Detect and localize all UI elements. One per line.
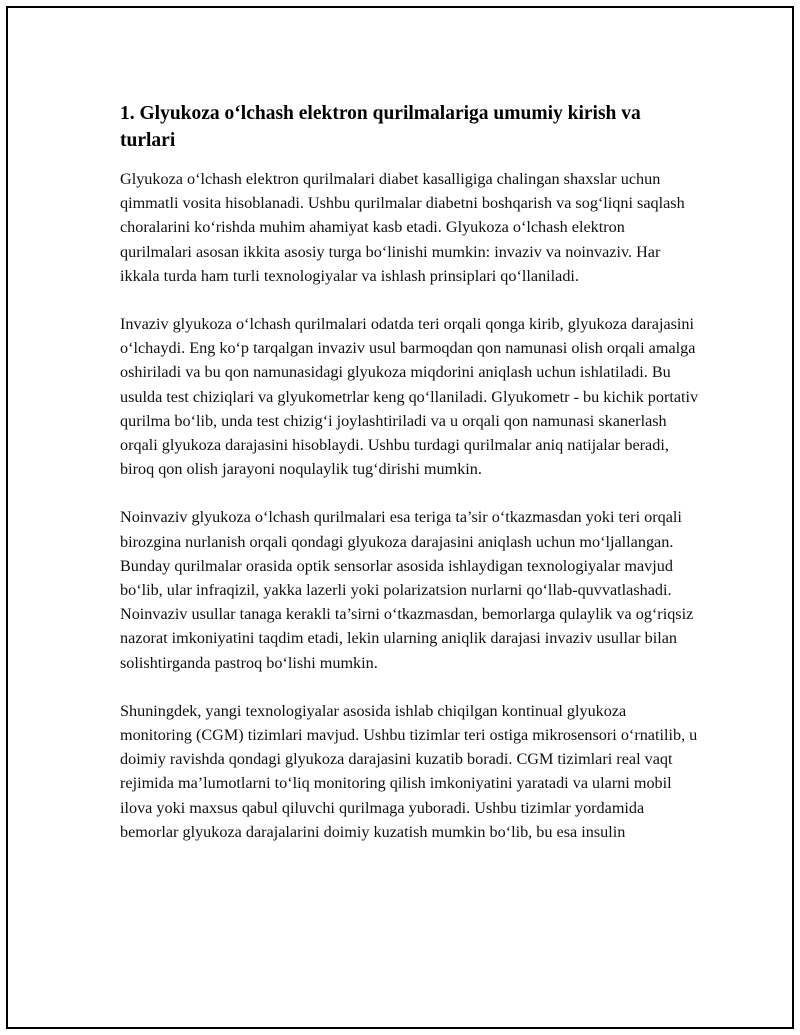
paragraph-noninvasive: Noinvaziv glyukoza o‘lchash qurilmalari esa teriga ta’sir o‘tkazmasdan yoki teri orqali birozgina nurlanish orqali qondagi glyukoza darajasini aniqlash uchun mo‘ljallangan. Bunday qurilmalar orasida optik sensorlar asosida ishlaydigan texnologiyalar mavjud bo‘lib, ular infraqizil, yakka lazerli yoki polarizatsion nurlarni qo‘llab-quvvatlashadi. Noinvaziv usullar tanaga kerakli ta’sirni o‘tkazmasdan, bemorlarga qulaylik va og‘riqsiz nazorat imkoniyatini taqdim etadi, lekin ularning aniqlik darajasi invaziv usullar bilan solishtirganda pastroq bo‘lishi mumkin. (120, 508, 694, 672)
paragraph-intro: Glyukoza o‘lchash elektron qurilmalari diabet kasalligiga chalingan shaxslar uchun qimmatli vosita hisoblanadi. Ushbu qurilmalar diabetni boshqarish va sog‘liqni saqlash choralarini ko‘rishda muhim ahamiyat kasb etadi. Glyukoza o‘lchash elektron qurilmalari asosan ikkita asosiy turga bo‘linishi mumkin: invaziv va noinvaziv. Har ikkala turda ham turli texnologiyalar va ishlash prinsiplari qo‘llaniladi. (120, 170, 685, 285)
document-body (120, 100, 700, 868)
page-frame (6, 6, 794, 1029)
section-heading: 1. Glyukoza o‘lchash elektron qurilmalariga umumiy kirish va turlari (120, 103, 641, 151)
paragraph-invasive: Invaziv glyukoza o‘lchash qurilmalari odatda teri orqali qonga kirib, glyukoza darajasini o‘lchaydi. Eng ko‘p tarqalgan invaziv usul barmoqdan qon namunasi olish orqali amalga oshiriladi va bu qon namunasidagi glyukoza miqdorini aniqlash uchun ishlatiladi. Bu usulda test chiziqlari va glyukometrlar keng qo‘llaniladi. Glyukometr - bu kichik portativ qurilma bo‘lib, unda test chizig‘i joylashtiriladi va u orqali qon namunasi skanerlash orqali glyukoza darajasini hisoblaydi. Ushbu turdagi qurilmalar aniq natijalar beradi, biroq qon olish jarayoni noqulaylik tug‘dirishi mumkin. (120, 315, 699, 479)
paragraph-cgm: Shuningdek, yangi texnologiyalar asosida ishlab chiqilgan kontinual glyukoza monitoring (CGM) tizimlari mavjud. Ushbu tizimlar teri ostiga mikrosensori o‘rnatilib, u doimiy ravishda qondagi glyukoza darajasini kuzatib boradi. CGM tizimlari real vaqt rejimida ma’lumotlarni to‘liq monitoring qilish imkoniyatini yaratadi va ularni mobil ilova yoki maxsus qabul qiluvchi qurilmaga yuboradi. Ushbu tizimlar yordamida bemorlar glyukoza darajalarini doimiy kuzatish mumkin bo‘lib, bu esa insulin (120, 701, 698, 841)
